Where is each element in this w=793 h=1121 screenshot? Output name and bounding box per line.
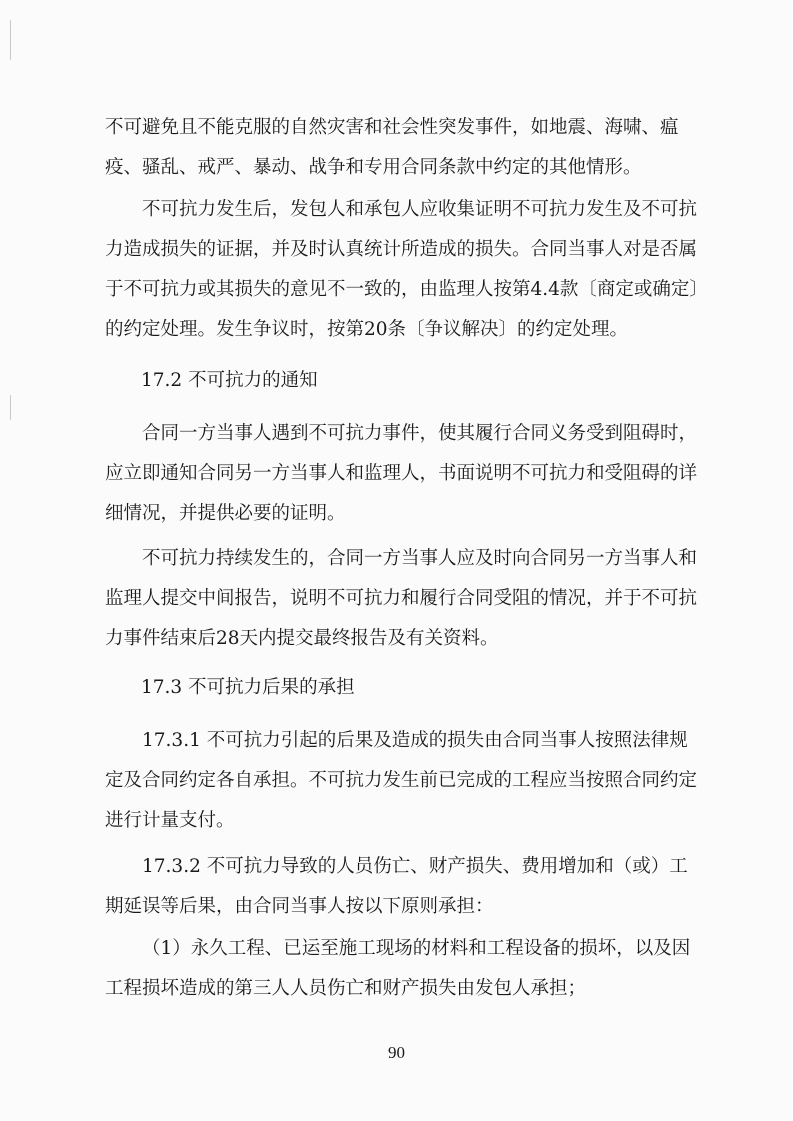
section-heading-17-2: 17.2 不可抗力的通知 xyxy=(141,370,318,391)
paragraph-notice: 合同一方当事人遇到不可抗力事件，使其履行合同义务受到阻碍时，应立即通知合同另一方当事人和监理人，书面说明不可抗力和受阻碍的详细情况，并提供必要的证明。 xyxy=(105,423,698,524)
scan-margin-mark xyxy=(10,395,11,420)
page-number: 90 xyxy=(388,1043,405,1062)
section-heading-17-3: 17.3 不可抗力后果的承担 xyxy=(141,677,355,698)
paragraph-continuing-force-majeure: 不可抗力持续发生的，合同一方当事人应及时向合同另一方当事人和监理人提交中间报告，说明不可抗力和履行合同受阻的情况，并于不可抗力事件结束后28天内提交最终报告及有关资料。 xyxy=(105,548,698,649)
paragraph-force-majeure-evidence: 不可抗力发生后，发包人和承包人应收集证明不可抗力发生及不可抗力造成损失的证据，并及时认真统计所造成的损失。合同当事人对是否属于不可抗力或其损失的意见不一致的，由监理人按第4.4款〔商定或确定〕的约定处理。发生争议时，按第20条〔争议解决〕的约定处理。 xyxy=(105,199,699,340)
scan-margin-mark xyxy=(10,20,11,60)
paragraph-17-3-1: 17.3.1 不可抗力引起的后果及造成的损失由合同当事人按照法律规定及合同约定各自承担。不可抗力发生前已完成的工程应当按照合同约定进行计量支付。 xyxy=(105,730,698,831)
list-item-1: （1）永久工程、已运至施工现场的材料和工程设备的损坏，以及因工程损坏造成的第三人人员伤亡和财产损失由发包人承担； xyxy=(105,938,691,999)
paragraph-17-3-2: 17.3.2 不可抗力导致的人员伤亡、财产损失、费用增加和（或）工期延误等后果，由合同当事人按以下原则承担： xyxy=(105,856,688,917)
paragraph-force-majeure-definition: 不可避免且不能克服的自然灾害和社会性突发事件，如地震、海啸、瘟疫、骚乱、戒严、暴动、战争和专用合同条款中约定的其他情形。 xyxy=(105,117,679,178)
